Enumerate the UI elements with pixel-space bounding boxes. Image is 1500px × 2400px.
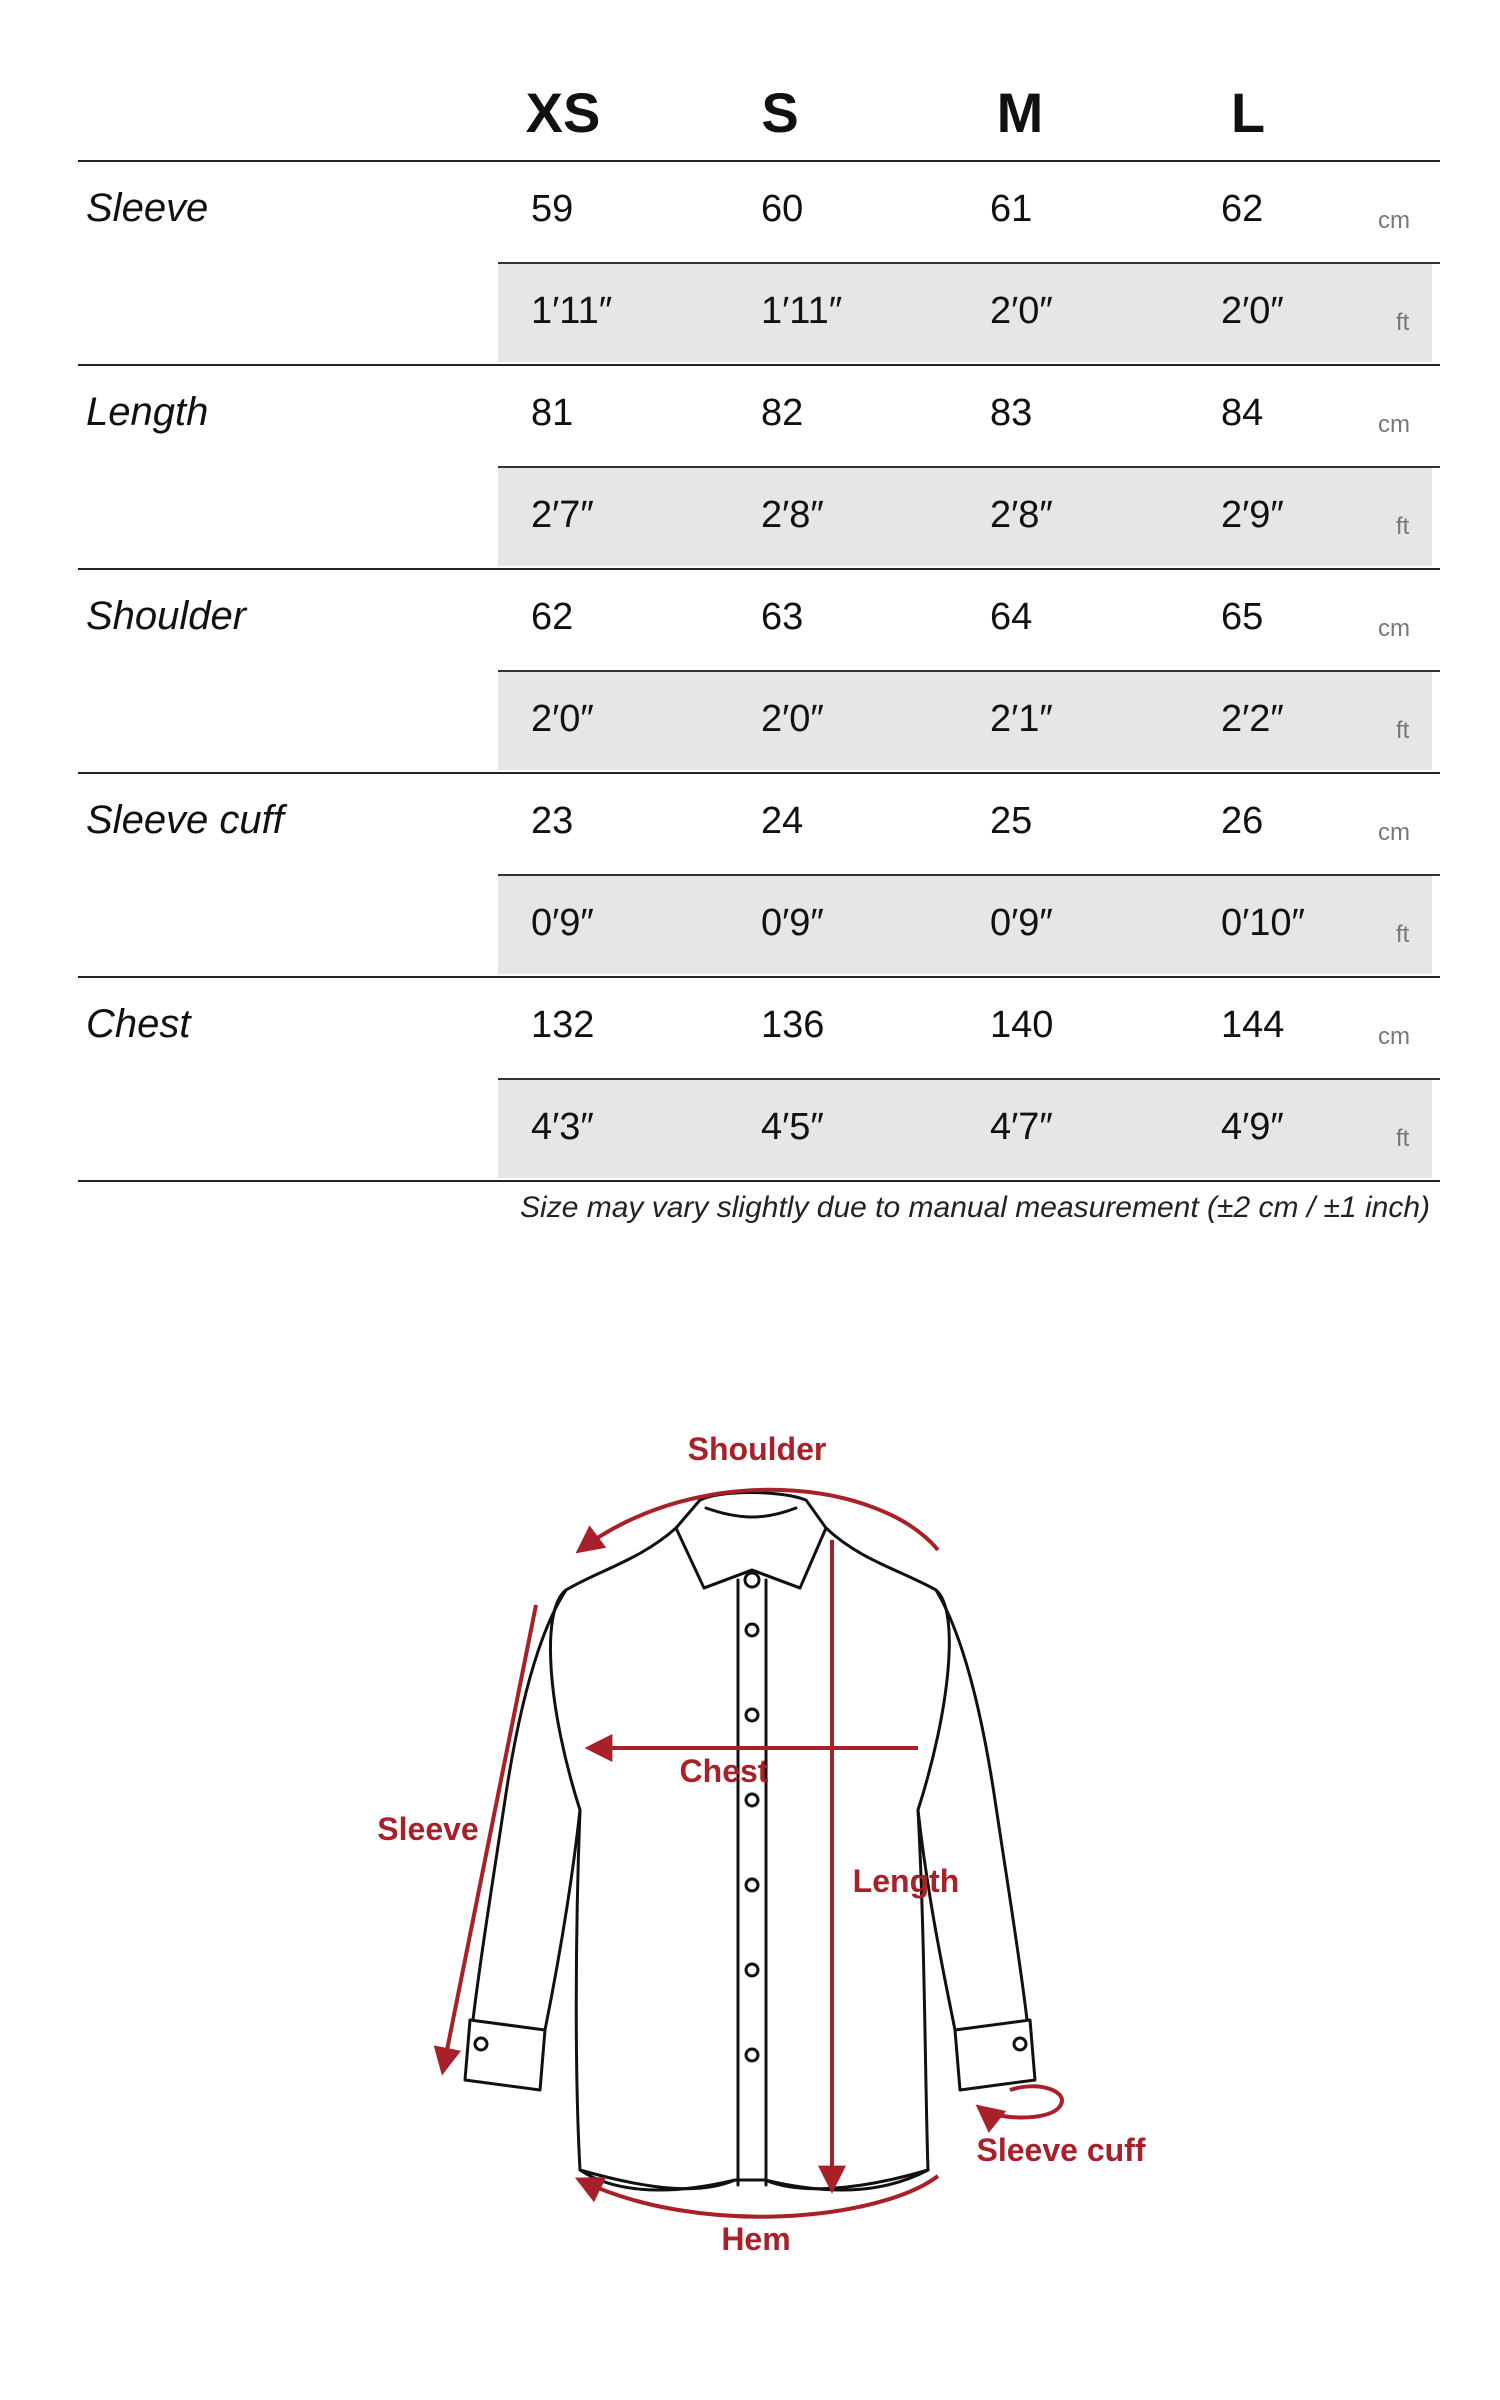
ft-row-band	[498, 262, 1432, 362]
size-header-s: S	[761, 81, 799, 144]
cm-value: 83	[990, 392, 1033, 434]
ft-value: 2′0″	[990, 290, 1053, 332]
ft-value: 2′1″	[990, 698, 1053, 740]
ft-value: 4′5″	[761, 1106, 824, 1148]
sleeve-cuff-label: Sleeve cuff	[976, 2132, 1146, 2168]
ft-value: 0′9″	[531, 902, 594, 944]
unit-cm-label: cm	[1378, 615, 1410, 642]
measurement-block-rule	[78, 1180, 1440, 1182]
size-header-l: L	[1230, 81, 1266, 144]
cm-value: 62	[1221, 188, 1264, 230]
measurement-name: Shoulder	[86, 594, 247, 638]
ft-value: 2′0″	[531, 698, 594, 740]
cm-value: 64	[990, 596, 1033, 638]
unit-divider-rule	[498, 262, 1440, 264]
measurement-block-rule	[78, 568, 1440, 570]
cm-value: 82	[761, 392, 804, 434]
cm-value: 23	[531, 800, 574, 842]
ft-value: 4′3″	[531, 1106, 594, 1148]
cm-value: 132	[531, 1004, 595, 1046]
ft-value: 2′8″	[761, 494, 824, 536]
shoulder-label: Shoulder	[687, 1431, 827, 1467]
table-top-rule	[78, 160, 1440, 162]
ft-value: 0′9″	[990, 902, 1053, 944]
ft-value: 2′7″	[531, 494, 594, 536]
measurement-name: Chest	[86, 1002, 191, 1046]
measurement-block-rule	[78, 976, 1440, 978]
ft-value: 2′2″	[1221, 698, 1284, 740]
measurement-block-rule	[78, 772, 1440, 774]
size-header-m: M	[996, 81, 1044, 144]
ft-row-band	[498, 466, 1432, 566]
unit-ft-label: ft	[1396, 1125, 1410, 1152]
unit-cm-label: cm	[1378, 1023, 1410, 1050]
unit-divider-rule	[498, 670, 1440, 672]
unit-cm-label: cm	[1378, 819, 1410, 846]
shirt-outline	[465, 1493, 1035, 2191]
cm-value: 24	[761, 800, 804, 842]
ft-value: 4′7″	[990, 1106, 1053, 1148]
ft-row-band	[498, 1078, 1432, 1178]
shirt-buttons	[745, 1573, 759, 2061]
unit-cm-label: cm	[1378, 207, 1410, 234]
cm-value: 25	[990, 800, 1033, 842]
length-label: Length	[852, 1863, 960, 1899]
cm-value: 59	[531, 188, 574, 230]
cm-value: 63	[761, 596, 804, 638]
shoulder-arrow	[580, 1490, 938, 1550]
unit-divider-rule	[498, 466, 1440, 468]
unit-cm-label: cm	[1378, 411, 1410, 438]
sleeve-cuff-arrow	[980, 2086, 1062, 2117]
sleeve-label: Sleeve	[377, 1811, 479, 1847]
measurement-block-rule	[78, 364, 1440, 366]
hem-label: Hem	[721, 2221, 791, 2257]
size-header-xs: XS	[525, 81, 601, 144]
ft-value: 1′11″	[531, 290, 613, 332]
ft-value: 4′9″	[1221, 1106, 1284, 1148]
measurement-name: Sleeve	[86, 186, 209, 230]
chest-label: Chest	[679, 1753, 769, 1789]
ft-value: 2′8″	[990, 494, 1053, 536]
unit-ft-label: ft	[1396, 513, 1410, 540]
cm-value: 60	[761, 188, 804, 230]
cm-value: 81	[531, 392, 574, 434]
ft-value: 2′9″	[1221, 494, 1284, 536]
unit-ft-label: ft	[1396, 717, 1410, 744]
unit-ft-label: ft	[1396, 921, 1410, 948]
measurement-name: Sleeve cuff	[86, 798, 284, 842]
cm-value: 140	[990, 1004, 1054, 1046]
ft-value: 2′0″	[1221, 290, 1284, 332]
shirt-measurement-diagram	[0, 1380, 1500, 2260]
measurement-name: Length	[86, 390, 209, 434]
unit-ft-label: ft	[1396, 309, 1410, 336]
measurement-note: Size may vary slightly due to manual measurement (±2 cm / ±1 inch)	[520, 1191, 1430, 1224]
measurement-arrows	[443, 1490, 1062, 2217]
ft-row-band	[498, 670, 1432, 770]
cm-value: 136	[761, 1004, 825, 1046]
ft-value: 0′10″	[1221, 902, 1305, 944]
ft-value: 2′0″	[761, 698, 824, 740]
unit-divider-rule	[498, 1078, 1440, 1080]
cm-value: 26	[1221, 800, 1264, 842]
unit-divider-rule	[498, 874, 1440, 876]
cm-value: 61	[990, 188, 1033, 230]
cm-value: 62	[531, 596, 574, 638]
cm-value: 144	[1221, 1004, 1285, 1046]
cm-value: 84	[1221, 392, 1264, 434]
ft-value: 0′9″	[761, 902, 824, 944]
ft-value: 1′11″	[761, 290, 843, 332]
cm-value: 65	[1221, 596, 1264, 638]
